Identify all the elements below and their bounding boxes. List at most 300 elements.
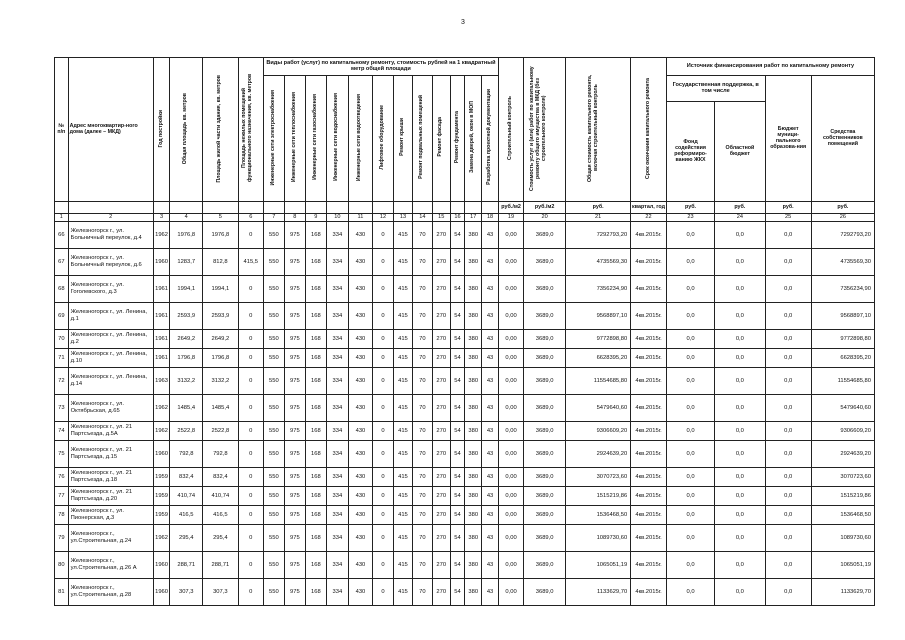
column-number: 8	[284, 213, 305, 221]
living-area-cell: 792,8	[203, 440, 239, 467]
year-cell: 1960	[153, 578, 170, 605]
living-area-cell: 3132,2	[203, 367, 239, 394]
col-municipal-header: Бюджет муници-пального образова-ния	[765, 75, 811, 201]
address-cell: Железногорск г., ул. Гоголевского, д.3	[68, 275, 153, 302]
total-area-cell: 792,8	[170, 440, 203, 467]
control-cell: 0,00	[498, 524, 523, 551]
owners-cell: 7356234,90	[811, 275, 874, 302]
work-cost-cell: 43	[482, 367, 499, 394]
municipal-cell: 0,0	[765, 578, 811, 605]
work-cost-cell: 380	[465, 302, 482, 329]
column-number: 15	[432, 213, 450, 221]
work-cost-cell: 168	[305, 467, 326, 486]
work-cost-cell: 380	[465, 467, 482, 486]
work-cost-cell: 70	[412, 221, 432, 248]
unit-cost: руб./м2	[524, 201, 566, 213]
work-cost-cell: 168	[305, 248, 326, 275]
work-cost-cell: 43	[482, 248, 499, 275]
work-cost-cell: 430	[348, 394, 372, 421]
regional-cell: 0,0	[715, 394, 765, 421]
work-cost-cell: 975	[284, 440, 305, 467]
regional-cell: 0,0	[715, 348, 765, 367]
work-cost-cell: 43	[482, 329, 499, 348]
work-cost-cell: 270	[432, 486, 450, 505]
column-number: 7	[263, 213, 284, 221]
deadline-cell: 4кв.2015г.	[631, 505, 667, 524]
work-cost-cell: 550	[263, 486, 284, 505]
row-number: 69	[55, 302, 69, 329]
owners-cell: 4735569,30	[811, 248, 874, 275]
cost-cell: 3689,0	[524, 248, 566, 275]
cost-cell: 3689,0	[524, 440, 566, 467]
total-area-cell: 2522,8	[170, 421, 203, 440]
work-cost-cell: 270	[432, 248, 450, 275]
column-number: 3	[153, 213, 170, 221]
work-cost-cell: 70	[412, 329, 432, 348]
municipal-cell: 0,0	[765, 302, 811, 329]
year-cell: 1961	[153, 275, 170, 302]
fund-cell: 0,0	[666, 578, 714, 605]
work-cost-cell: 550	[263, 302, 284, 329]
municipal-cell: 0,0	[765, 394, 811, 421]
col-total-area-header: Общая площадь кв. метров	[182, 92, 189, 164]
total-area-cell: 3132,2	[170, 367, 203, 394]
work-cost-cell: 54	[450, 302, 465, 329]
column-number: 6	[238, 213, 263, 221]
regional-cell: 0,0	[715, 275, 765, 302]
year-cell: 1961	[153, 329, 170, 348]
row-number: 66	[55, 221, 69, 248]
work-cost-cell: 54	[450, 221, 465, 248]
address-cell: Железногорск г., ул.Строительная, д.28	[68, 578, 153, 605]
work-cost-cell: 54	[450, 505, 465, 524]
work-cost-cell: 334	[326, 221, 348, 248]
row-number: 78	[55, 505, 69, 524]
municipal-cell: 0,0	[765, 367, 811, 394]
living-area-cell: 295,4	[203, 524, 239, 551]
work-cost-cell: 334	[326, 467, 348, 486]
row-number: 68	[55, 275, 69, 302]
owners-cell: 9772898,80	[811, 329, 874, 348]
row-number: 75	[55, 440, 69, 467]
work-cost-cell: 975	[284, 367, 305, 394]
work-cost-cell: 415	[394, 467, 413, 486]
living-area-cell: 307,3	[203, 578, 239, 605]
address-cell: Железногорск г., ул. Пионерская, д.3	[68, 505, 153, 524]
work-cost-cell: 380	[465, 394, 482, 421]
work-cost-cell: 975	[284, 486, 305, 505]
regional-cell: 0,0	[715, 551, 765, 578]
total-cost-cell: 1065051,19	[566, 551, 631, 578]
table-row	[55, 440, 875, 467]
work-cost-cell: 975	[284, 302, 305, 329]
total-cost-cell: 6628395,20	[566, 348, 631, 367]
col-num-header: № п/п	[55, 58, 69, 202]
living-area-cell: 1994,1	[203, 275, 239, 302]
nonliving-area-cell: 0	[238, 486, 263, 505]
work-cost-cell: 0	[373, 367, 394, 394]
column-number: 12	[373, 213, 394, 221]
regional-cell: 0,0	[715, 221, 765, 248]
owners-cell: 2924639,20	[811, 440, 874, 467]
work-cost-cell: 975	[284, 551, 305, 578]
total-area-cell: 1976,8	[170, 221, 203, 248]
work-cost-cell: 70	[412, 348, 432, 367]
work-cost-cell: 54	[450, 348, 465, 367]
deadline-cell: 4кв.2015г.	[631, 467, 667, 486]
row-number: 73	[55, 394, 69, 421]
regional-cell: 0,0	[715, 329, 765, 348]
control-cell: 0,00	[498, 505, 523, 524]
control-cell: 0,00	[498, 302, 523, 329]
control-cell: 0,00	[498, 421, 523, 440]
col-cost-header: Стоимость услуг и (или) работ по капитальному ремонту общего имущества в МКД (без строительного контроля)	[528, 65, 547, 191]
total-cost-cell: 1536468,50	[566, 505, 631, 524]
work-cost-cell: 430	[348, 221, 372, 248]
col-regional-header: Областной бюджет	[715, 101, 765, 201]
deadline-cell: 4кв.2015г.	[631, 221, 667, 248]
work-cost-cell: 54	[450, 551, 465, 578]
address-cell: Железногорск г., ул. Ленина, д.10	[68, 348, 153, 367]
work-cost-cell: 975	[284, 348, 305, 367]
address-cell: Железногорск г., ул. Больничный переулок, д.6	[68, 248, 153, 275]
work-cost-cell: 270	[432, 421, 450, 440]
column-number: 26	[811, 213, 874, 221]
work-cost-cell: 43	[482, 578, 499, 605]
municipal-cell: 0,0	[765, 524, 811, 551]
work-cost-cell: 70	[412, 440, 432, 467]
work-cost-cell: 550	[263, 367, 284, 394]
address-cell: Железногорск г., ул.Строительная, д.26 А	[68, 551, 153, 578]
work-cost-cell: 380	[465, 275, 482, 302]
work-cost-cell: 54	[450, 578, 465, 605]
regional-cell: 0,0	[715, 467, 765, 486]
regional-cell: 0,0	[715, 505, 765, 524]
nonliving-area-cell: 0	[238, 578, 263, 605]
work-cost-cell: 0	[373, 248, 394, 275]
work-cost-cell: 168	[305, 348, 326, 367]
living-area-cell: 410,74	[203, 486, 239, 505]
work-cost-cell: 70	[412, 248, 432, 275]
nonliving-area-cell: 0	[238, 394, 263, 421]
work-cost-cell: 430	[348, 248, 372, 275]
col-control-header: Строительный контроль	[507, 96, 514, 161]
work-cost-cell: 0	[373, 486, 394, 505]
work-cost-cell: 415	[394, 367, 413, 394]
work-cost-cell: 70	[412, 551, 432, 578]
work-cost-cell: 270	[432, 348, 450, 367]
deadline-cell: 4кв.2015г.	[631, 394, 667, 421]
work-cost-cell: 975	[284, 248, 305, 275]
year-cell: 1960	[153, 440, 170, 467]
work-cost-cell: 270	[432, 221, 450, 248]
fund-cell: 0,0	[666, 394, 714, 421]
work-cost-cell: 0	[373, 329, 394, 348]
regional-cell: 0,0	[715, 248, 765, 275]
total-cost-cell: 2924639,20	[566, 440, 631, 467]
work-cost-cell: 550	[263, 348, 284, 367]
page-number: 3	[461, 19, 465, 26]
work-cost-cell: 430	[348, 524, 372, 551]
control-cell: 0,00	[498, 578, 523, 605]
fund-cell: 0,0	[666, 440, 714, 467]
cost-cell: 3689,0	[524, 302, 566, 329]
work-cost-cell: 380	[465, 348, 482, 367]
deadline-cell: 4кв.2015г.	[631, 440, 667, 467]
work-cost-cell: 270	[432, 275, 450, 302]
work-cost-cell: 975	[284, 329, 305, 348]
col-work-lift-header: Лифтовое оборудование	[379, 104, 386, 170]
total-area-cell: 307,3	[170, 578, 203, 605]
cost-cell: 3689,0	[524, 394, 566, 421]
col-work-doors-header: Замена дверей, окон в МОП	[469, 101, 476, 174]
work-cost-cell: 430	[348, 329, 372, 348]
column-number: 20	[524, 213, 566, 221]
living-area-cell: 2593,9	[203, 302, 239, 329]
work-cost-cell: 380	[465, 329, 482, 348]
address-cell: Железногорск г., ул.Строительная, д.24	[68, 524, 153, 551]
work-cost-cell: 70	[412, 467, 432, 486]
work-cost-cell: 550	[263, 394, 284, 421]
work-cost-cell: 975	[284, 421, 305, 440]
work-cost-cell: 430	[348, 275, 372, 302]
year-cell: 1961	[153, 302, 170, 329]
owners-cell: 7292793,20	[811, 221, 874, 248]
work-cost-cell: 334	[326, 505, 348, 524]
unit-total: руб.	[566, 201, 631, 213]
deadline-cell: 4кв.2015г.	[631, 421, 667, 440]
regional-cell: 0,0	[715, 524, 765, 551]
fund-cell: 0,0	[666, 248, 714, 275]
deadline-cell: 4кв.2015г.	[631, 578, 667, 605]
work-cost-cell: 550	[263, 329, 284, 348]
column-number: 9	[305, 213, 326, 221]
total-area-cell: 1283,7	[170, 248, 203, 275]
living-area-cell: 1485,4	[203, 394, 239, 421]
work-cost-cell: 168	[305, 367, 326, 394]
works-group-header: Виды работ (услуг) по капитальному ремонту, стоимость рублей на 1 квадратный метр общей площади	[263, 58, 498, 76]
work-cost-cell: 334	[326, 275, 348, 302]
work-cost-cell: 380	[465, 421, 482, 440]
deadline-cell: 4кв.2015г.	[631, 367, 667, 394]
work-cost-cell: 270	[432, 302, 450, 329]
work-cost-cell: 270	[432, 329, 450, 348]
control-cell: 0,00	[498, 440, 523, 467]
work-cost-cell: 168	[305, 486, 326, 505]
address-cell: Железногорск г., ул. 21 Партсъезда, д.18	[68, 467, 153, 486]
cost-cell: 3689,0	[524, 551, 566, 578]
work-cost-cell: 550	[263, 505, 284, 524]
fund-cell: 0,0	[666, 221, 714, 248]
total-cost-cell: 7292793,20	[566, 221, 631, 248]
row-number: 79	[55, 524, 69, 551]
work-cost-cell: 270	[432, 524, 450, 551]
work-cost-cell: 975	[284, 524, 305, 551]
fund-cell: 0,0	[666, 421, 714, 440]
state-support-header: Государственная поддержка, в том числе	[666, 75, 765, 101]
work-cost-cell: 43	[482, 394, 499, 421]
living-area-cell: 832,4	[203, 467, 239, 486]
column-number: 16	[450, 213, 465, 221]
column-numbers-row	[55, 213, 875, 221]
total-area-cell: 295,4	[170, 524, 203, 551]
nonliving-area-cell: 0	[238, 329, 263, 348]
regional-cell: 0,0	[715, 440, 765, 467]
nonliving-area-cell: 415,5	[238, 248, 263, 275]
column-number: 14	[412, 213, 432, 221]
municipal-cell: 0,0	[765, 486, 811, 505]
cost-cell: 3689,0	[524, 221, 566, 248]
deadline-cell: 4кв.2015г.	[631, 524, 667, 551]
fund-cell: 0,0	[666, 505, 714, 524]
municipal-cell: 0,0	[765, 348, 811, 367]
work-cost-cell: 550	[263, 421, 284, 440]
nonliving-area-cell: 0	[238, 524, 263, 551]
col-work-roof-header: Ремонт крыши	[398, 118, 405, 157]
owners-cell: 9306609,20	[811, 421, 874, 440]
address-cell: Железногорск г., ул. Ленина, д.2	[68, 329, 153, 348]
control-cell: 0,00	[498, 248, 523, 275]
work-cost-cell: 334	[326, 486, 348, 505]
col-living-area-header: Площадь жилой части здания, кв. метров	[216, 74, 223, 183]
owners-cell: 1536468,50	[811, 505, 874, 524]
fund-cell: 0,0	[666, 486, 714, 505]
work-cost-cell: 334	[326, 367, 348, 394]
work-cost-cell: 168	[305, 329, 326, 348]
nonliving-area-cell: 0	[238, 440, 263, 467]
work-cost-cell: 270	[432, 367, 450, 394]
total-cost-cell: 9306609,20	[566, 421, 631, 440]
work-cost-cell: 430	[348, 578, 372, 605]
work-cost-cell: 415	[394, 505, 413, 524]
work-cost-cell: 430	[348, 302, 372, 329]
col-work-electric-header: Инженерные сети электроснабжения	[269, 89, 276, 185]
col-owners-header: Средства собственников помещений	[811, 75, 874, 201]
regional-cell: 0,0	[715, 486, 765, 505]
total-cost-cell: 5479640,60	[566, 394, 631, 421]
work-cost-cell: 54	[450, 275, 465, 302]
table-row	[55, 221, 875, 248]
nonliving-area-cell: 0	[238, 505, 263, 524]
row-number: 77	[55, 486, 69, 505]
total-cost-cell: 9772898,80	[566, 329, 631, 348]
work-cost-cell: 550	[263, 551, 284, 578]
municipal-cell: 0,0	[765, 275, 811, 302]
table-body	[55, 213, 875, 605]
col-work-gas-header: Инженерные сети газоснабжения	[311, 94, 318, 181]
total-area-cell: 410,74	[170, 486, 203, 505]
table-row	[55, 578, 875, 605]
work-cost-cell: 430	[348, 551, 372, 578]
work-cost-cell: 168	[305, 221, 326, 248]
work-cost-cell: 43	[482, 505, 499, 524]
work-cost-cell: 270	[432, 578, 450, 605]
col-work-basement-header: Ремонт подвальных помещений	[418, 95, 425, 180]
work-cost-cell: 168	[305, 524, 326, 551]
living-area-cell: 1976,8	[203, 221, 239, 248]
work-cost-cell: 0	[373, 467, 394, 486]
work-cost-cell: 70	[412, 505, 432, 524]
work-cost-cell: 380	[465, 505, 482, 524]
nonliving-area-cell: 0	[238, 221, 263, 248]
total-cost-cell: 9568897,10	[566, 302, 631, 329]
work-cost-cell: 550	[263, 578, 284, 605]
living-area-cell: 2522,8	[203, 421, 239, 440]
work-cost-cell: 334	[326, 329, 348, 348]
work-cost-cell: 168	[305, 302, 326, 329]
living-area-cell: 288,71	[203, 551, 239, 578]
work-cost-cell: 54	[450, 329, 465, 348]
total-cost-cell: 11554685,80	[566, 367, 631, 394]
deadline-cell: 4кв.2015г.	[631, 248, 667, 275]
total-cost-cell: 1133629,70	[566, 578, 631, 605]
owners-cell: 3070723,60	[811, 467, 874, 486]
work-cost-cell: 415	[394, 551, 413, 578]
work-cost-cell: 270	[432, 505, 450, 524]
work-cost-cell: 0	[373, 302, 394, 329]
year-cell: 1959	[153, 505, 170, 524]
address-cell: Железногорск г., ул. Ленина, д.1	[68, 302, 153, 329]
work-cost-cell: 54	[450, 467, 465, 486]
work-cost-cell: 334	[326, 578, 348, 605]
col-work-design-header: Разработка проектной документации	[486, 89, 493, 186]
total-area-cell: 1796,8	[170, 348, 203, 367]
fund-cell: 0,0	[666, 367, 714, 394]
cost-cell: 3689,0	[524, 367, 566, 394]
total-cost-cell: 1515219,86	[566, 486, 631, 505]
work-cost-cell: 415	[394, 486, 413, 505]
work-cost-cell: 168	[305, 394, 326, 421]
table-row	[55, 486, 875, 505]
work-cost-cell: 334	[326, 440, 348, 467]
column-number: 25	[765, 213, 811, 221]
total-cost-cell: 3070723,60	[566, 467, 631, 486]
work-cost-cell: 0	[373, 275, 394, 302]
col-work-heating-header: Инженерные сети теплоснабжения	[290, 92, 297, 183]
owners-cell: 1089730,60	[811, 524, 874, 551]
control-cell: 0,00	[498, 551, 523, 578]
work-cost-cell: 43	[482, 302, 499, 329]
fund-cell: 0,0	[666, 302, 714, 329]
work-cost-cell: 430	[348, 505, 372, 524]
work-cost-cell: 43	[482, 275, 499, 302]
unit-municipal: руб.	[765, 201, 811, 213]
work-cost-cell: 550	[263, 524, 284, 551]
work-cost-cell: 415	[394, 348, 413, 367]
control-cell: 0,00	[498, 348, 523, 367]
work-cost-cell: 334	[326, 348, 348, 367]
work-cost-cell: 334	[326, 394, 348, 421]
work-cost-cell: 550	[263, 221, 284, 248]
work-cost-cell: 334	[326, 302, 348, 329]
work-cost-cell: 43	[482, 524, 499, 551]
work-cost-cell: 0	[373, 578, 394, 605]
work-cost-cell: 54	[450, 394, 465, 421]
year-cell: 1963	[153, 367, 170, 394]
row-number: 72	[55, 367, 69, 394]
work-cost-cell: 0	[373, 505, 394, 524]
row-number: 74	[55, 421, 69, 440]
table-row	[55, 348, 875, 367]
year-cell: 1962	[153, 524, 170, 551]
funding-group-header: Источник финансирования работ по капитальному ремонту	[666, 58, 874, 76]
control-cell: 0,00	[498, 486, 523, 505]
table-row	[55, 248, 875, 275]
total-area-cell: 832,4	[170, 467, 203, 486]
table-row	[55, 467, 875, 486]
col-nonliving-area-header: Площадь нежилых помещений функционального назначения, кв. метров	[240, 74, 253, 183]
column-number: 17	[465, 213, 482, 221]
